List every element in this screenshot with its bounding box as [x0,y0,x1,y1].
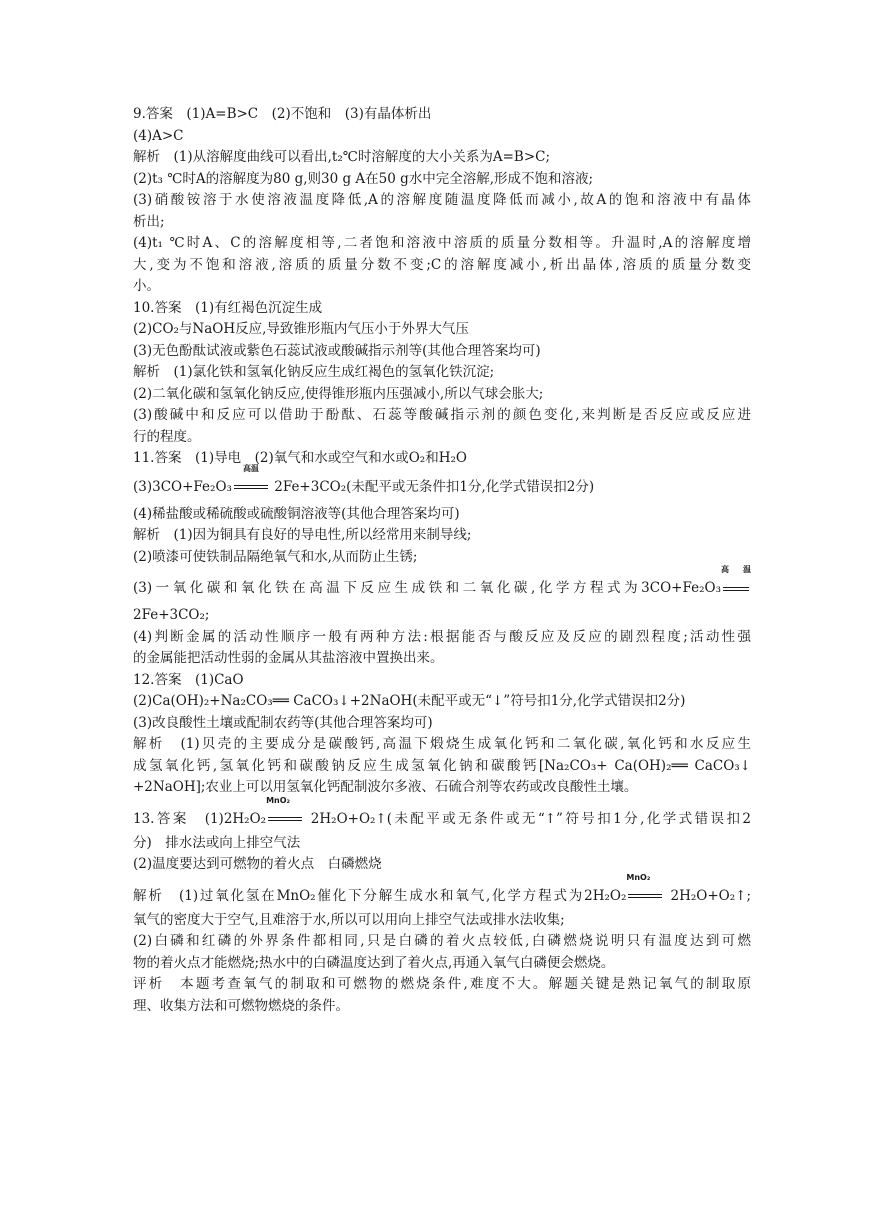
q11-analysis-1: 解析 (1)因为铜具有良好的导电性,所以经常用来制导线; [133,527,472,543]
q11-analysis-4-cont: 的金属能把活动性弱的金属从其盐溶液中置换出来。 [133,650,444,666]
q12-analysis-1-cont: 成氢氧化钙,氢氧化钙和碳酸钠反应生成氢氧化钠和碳酸钙[Na₂CO₃+ Ca(OH)₂══ CaCO₃↓ [133,757,751,774]
q13-answer-2: (2)温度要达到可燃物的着火点 白磷燃烧 [133,856,382,872]
q12-analysis-1: 解析 (1)贝壳的主要成分是碳酸钙,高温下煅烧生成氧化钙和二氧化碳,氧化钙和水反应生 [133,736,751,752]
q10-answer-3: (3)无色酚酞试液或紫色石蕊试液或酸碱指示剂等(其他合理答案均可) [133,342,541,359]
reaction-condition-label: MnO₂ [266,795,291,805]
q9-analysis-2: (2)t₃ ℃时A的溶解度为80 g,则30 g A在50 g水中完全溶解,形成不饱和溶液; [133,170,594,187]
q13-comment: 评析 本题考查氧气的制取和可燃物的燃烧条件,难度不大。解题关键是熟记氧气的制取原 [133,976,751,992]
q13-analysis-2: (2)白磷和红磷的外界条件都相同,只是白磷的着火点较低,白磷燃烧说明只有温度达到可燃 [133,933,751,949]
q13-analysis-1-products: 2H₂O+O₂↑; [664,887,751,904]
q13-analysis-1 [133,872,751,910]
q9-analysis-1: 解析 (1)从溶解度曲线可以看出,t₂℃时溶解度的大小关系为A=B>C; [133,149,551,165]
reaction-condition-sign [266,795,304,833]
q10-analysis-1: 解析 (1)氯化铁和氢氧化钠反应生成红褐色的氢氧化铁沉淀; [133,364,495,380]
q12-answer: 12.答案 (1)CaO [133,671,244,688]
q11-analysis-3 [133,565,751,602]
q13-equation-products: 2H₂O+O₂↑(未配平或无条件或无“↑”符号扣1分,化学式错误扣2 [304,810,751,827]
q13-answer [133,795,751,833]
q13-equation-reactants: 13.答案 (1)2H₂O₂ [133,810,267,827]
q11-answer: 11.答案 (1)导电 (2)氧气和水或空气和水或O₂和H₂O [133,450,467,466]
q11-equation [133,463,751,501]
q12-answer-2: (2)Ca(OH)₂+Na₂CO₃══ CaCO₃↓+2NaOH(未配平或无“↓”符号扣1分,化学式错误扣2分) [133,693,686,709]
reaction-condition-sign [626,872,664,910]
q11-analysis-4: (4)判断金属的活动性顺序一般有两种方法:根据能否与酸反应及反应的剧烈程度;活动性强 [133,628,751,645]
reaction-condition-sign [721,565,751,602]
q10-analysis-3: (3)酸碱中和反应可以借助于酚酞、石蕊等酸碱指示剂的颜色变化,来判断是否反应或反应进 [133,407,751,423]
q12-analysis-1-end: +2NaOH];农业上可以用氢氧化钙配制波尔多液、石硫合剂等农药或改良酸性土壤。 [133,779,638,795]
q11-analysis-3-cont: 2Fe+3CO₂; [133,607,210,623]
q13-analysis-2-cont: 物的着火点才能燃烧;热水中的白磷温度达到了着火点,再通入氧气白磷便会燃烧。 [133,954,615,971]
q9-answer: 9.答案 (1)A=B>C (2)不饱和 (3)有晶体析出 [133,106,432,122]
reaction-condition-label: 高温 [721,565,751,574]
q10-answer-2: (2)CO₂与NaOH反应,导致锥形瓶内气压小于外界大气压 [133,321,469,337]
q13-comment-cont: 理、收集方法和可燃物燃烧的条件。 [133,997,349,1014]
q9-answer-4: (4)A>C [133,127,184,144]
q11-answer-4: (4)稀盐酸或稀硫酸或硫酸铜溶液等(其他合理答案均可) [133,505,460,522]
q10-analysis-2: (2)二氧化碳和氢氧化钠反应,使得锥形瓶内压强减小,所以气球会胀大; [133,385,544,402]
q10-answer: 10.答案 (1)有红褐色沉淀生成 [133,299,323,316]
q9-analysis-3: (3)硝酸铵溶于水使溶液温度降低,A的溶解度随温度降低而减小,故A的饱和溶液中有晶体 [133,192,751,208]
reaction-condition-label: 高温 [242,463,259,473]
q12-answer-3: (3)改良酸性土壤或配制农药等(其他合理答案均可) [133,714,433,731]
q10-analysis-3-cont: 行的程度。 [133,428,201,445]
q11-analysis-2: (2)喷漆可使铁制品隔绝氧气和水,从而防止生锈; [133,548,418,565]
reaction-condition-label: MnO₂ [626,872,651,882]
q9-analysis-4-cont: 大,变为不饱和溶液,溶质的质量分数不变;C的溶解度减小,析出晶体,溶质的质量分数变 [133,256,751,273]
answer-explanations [133,104,751,1017]
q11-equation-reactants: (3)3CO+Fe₂O₃ [133,478,232,495]
q13-analysis-1-text: 解析 (1)过氧化氢在MnO₂催化下分解生成水和氧气,化学方程式为2H₂O₂ [133,887,627,904]
q11-equation-products: 2Fe+3CO₂(未配平或无条件扣1分,化学式错误扣2分) [269,478,595,495]
q11-analysis-3-text: (3)一氧化碳和氧化铁在高温下反应生成铁和二氧化碳,化学方程式为3CO+Fe₂O₃ [133,580,721,596]
q9-analysis-4-end: 小。 [133,278,160,294]
q13-answer-cont: 分) 排水法或向上排空气法 [133,834,301,851]
q9-analysis-3-cont: 析出; [133,213,165,230]
q9-analysis-4: (4)t₁ ℃时A、C的溶解度相等,二者饱和溶液中溶质的质量分数相等。升温时,A的溶解度增 [133,235,751,251]
q13-analysis-1-cont: 氧气的密度大于空气,且难溶于水,所以可以用向上排空气法或排水法收集; [133,911,565,928]
reaction-condition-sign [232,463,270,501]
